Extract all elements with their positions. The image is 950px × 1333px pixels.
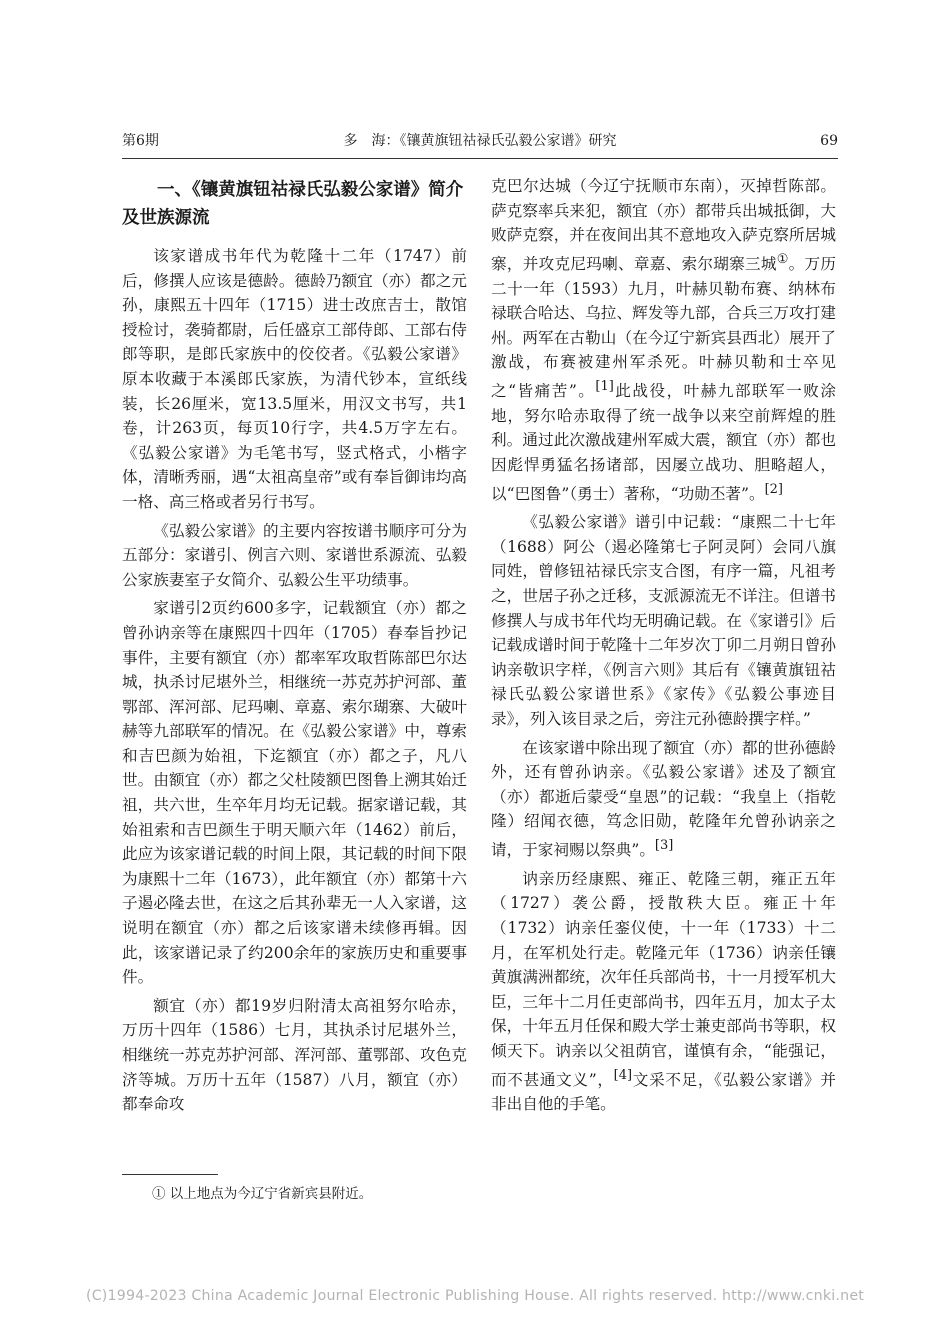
paragraph: 额宜（亦）都19岁归附清太高祖努尔哈赤，万历十四年（1586）七月，其执杀讨尼堪外兰，相继统一苏克苏护河部、浑河部、董鄂部、攻色克济等城。万历十五年（1587）八月，额宜（亦）都奉命攻 bbox=[122, 996, 467, 1114]
footnote-ref[interactable]: ① bbox=[776, 251, 789, 267]
paragraph: 在该家谱中除出现了额宜（亦）都的世孙德龄外，还有曾孙讷亲。《弘毅公家谱》述及了额宜（亦）都逝后蒙受“皇恩”的记载：“我皇上（指乾隆）绍闻衣德，笃念旧勋，乾隆年允曾孙讷亲之请，于家祠赐以祭典”。[3] bbox=[491, 738, 836, 860]
page-number: 69 bbox=[820, 133, 838, 149]
issue-number: 第6期 bbox=[122, 133, 159, 149]
right-column bbox=[491, 174, 836, 1121]
left-column bbox=[122, 174, 467, 1121]
citation-ref[interactable]: [4] bbox=[613, 1067, 633, 1083]
paragraph: 《弘毅公家谱》的主要内容按谱书顺序可分为五部分：家谱引、例言六则、家谱世系源流、弘毅公家族妻室子女简介、弘毅公生平功绩事。 bbox=[122, 521, 467, 589]
header-rule bbox=[122, 158, 838, 159]
footnote: ① 以上地点为今辽宁省新宾县附近。 bbox=[152, 1186, 373, 1202]
running-title: 多 海：《镶黄旗钮祜禄氏弘毅公家谱》研究 bbox=[343, 133, 617, 149]
citation-ref[interactable]: [2] bbox=[764, 481, 784, 497]
paragraph: 《弘毅公家谱》谱引中记载：“康熙二十七年（1688）阿公（遏必隆第七子阿灵阿）会同八旗同姓，曾修钮祜禄氏宗支合图，有序一篇，凡祖考之，世居子孙之迁移，支派源流无不详注。但谱书修撰人与成书年代均无明确记载。在《家谱引》后记载成谱时间于乾隆十二年岁次丁卯二月朔日曾孙讷亲敬识字样，《例言六则》其后有《镶黄旗钮祜禄氏弘毅公家谱世系》《家传》《弘毅公事迹目录》，列入该目录之后，旁注元孙德龄撰字样。” bbox=[491, 513, 836, 729]
citation-ref[interactable]: [3] bbox=[654, 838, 674, 853]
paragraph: 该家谱成书年代为乾隆十二年（1747）前后，修撰人应该是德龄。德龄乃额宜（亦）都之元孙，康熙五十四年（1715）进士改庶吉士，散馆授检讨，袭骑都尉，后任盛京工部侍郎、工部右侍郎等职，是郎氏家族中的佼佼者。《弘毅公家谱》原本收藏于本溪郎氏家族，为清代钞本，宣纸线装，长26厘米，宽13.5厘米，用汉文书写，共1卷，计263页，每页10行字，共4.5万字左右。《弘毅公家谱》为毛笔书写，竖式格式，小楷字体，清晰秀丽，遇“太祖高皇帝”或有奉旨御讳均高一格、高三格或者另行书写。 bbox=[122, 247, 467, 511]
paragraph: 家谱引2页约600多字，记载额宜（亦）都之曾孙讷亲等在康熙四十四年（1705）春奉旨抄记事件，主要有额宜（亦）都率军攻取哲陈部巴尔达城，执杀讨尼堪外兰，相继统一苏克苏护河部、董鄂部、浑河部、尼玛喇、章嘉、索尔瑚寨、大破叶赫等九部联军的情况。在《弘毅公家谱》中，尊索和吉巴颜为始祖，下迄额宜（亦）都之子，凡八世。由额宜（亦）都之父杜陵额巴图鲁上溯其始迁祖，共六世，生卒年月均无记载。据家谱记载，其始祖索和吉巴颜生于明天顺六年（1462）前后，此应为该家谱记载的时间上限，其记载的时间下限为康熙十二年（1673），此年额宜（亦）都第十六子遏必隆去世，在这之后其孙辈无一人入家谱，这说明在额宜（亦）都之后该家谱未续修再辑。因此，该家谱记录了约200余年的家族历史和重要事件。 bbox=[122, 599, 467, 987]
running-header bbox=[122, 130, 838, 152]
section-title: 一、《镶黄旗钮祜禄氏弘毅公家谱》简介及世族源流 bbox=[122, 180, 464, 228]
citation-ref[interactable]: [1] bbox=[595, 378, 614, 394]
footnote-rule bbox=[122, 1174, 218, 1175]
paragraph: 讷亲历经康熙、雍正、乾隆三朝，雍正五年（1727）袭公爵，授散秩大臣。雍正十年（1732）讷亲任銮仪使，十一年（1733）十二月，在军机处行走。乾隆元年（1736）讷亲任镶黄旗满洲都统，次年任兵部尚书，十一月授军机大臣，三年十二月任吏部尚书，四年五月，加太子太保，十年五月任保和殿大学士兼吏部尚书等职，权倾天下。讷亲以父祖荫官，谨慎有余，“能强记，而不甚通文义”，[4]文采不足，《弘毅公家谱》并非出自他的手笔。 bbox=[491, 869, 836, 1114]
copyright-watermark: (C)1994-2023 China Academic Journal Electronic Publishing House. All rights reserved. http://www.cnki.net bbox=[85, 1288, 865, 1304]
paragraph-continued: 克巴尔达城（今辽宁抚顺市东南），灭掉哲陈部。萨克察率兵来犯，额宜（亦）都带兵出城抵御，大败萨克察，并在夜间出其不意地攻入萨克察所居城寨，并攻克尼玛喇、章嘉、索尔瑚寨三城①。万历二十一年（1593）九月，叶赫贝勒布赛、纳林布禄联合哈达、乌拉、辉发等九部，合兵三万攻打建州。两军在古勒山（在今辽宁新宾县西北）展开了激战，布赛被建州军杀死。叶赫贝勒和士卒见之“皆痛苦”。[1]此战役，叶赫九部联军一败涂地，努尔哈赤取得了统一战争以来空前辉煌的胜利。通过此次激战建州军威大震，额宜（亦）都也因彪悍勇猛名扬诸部，因屡立战功、胆略超人，以“巴图鲁”（勇士）著称，“功勋丕著”。[2] bbox=[491, 177, 836, 503]
